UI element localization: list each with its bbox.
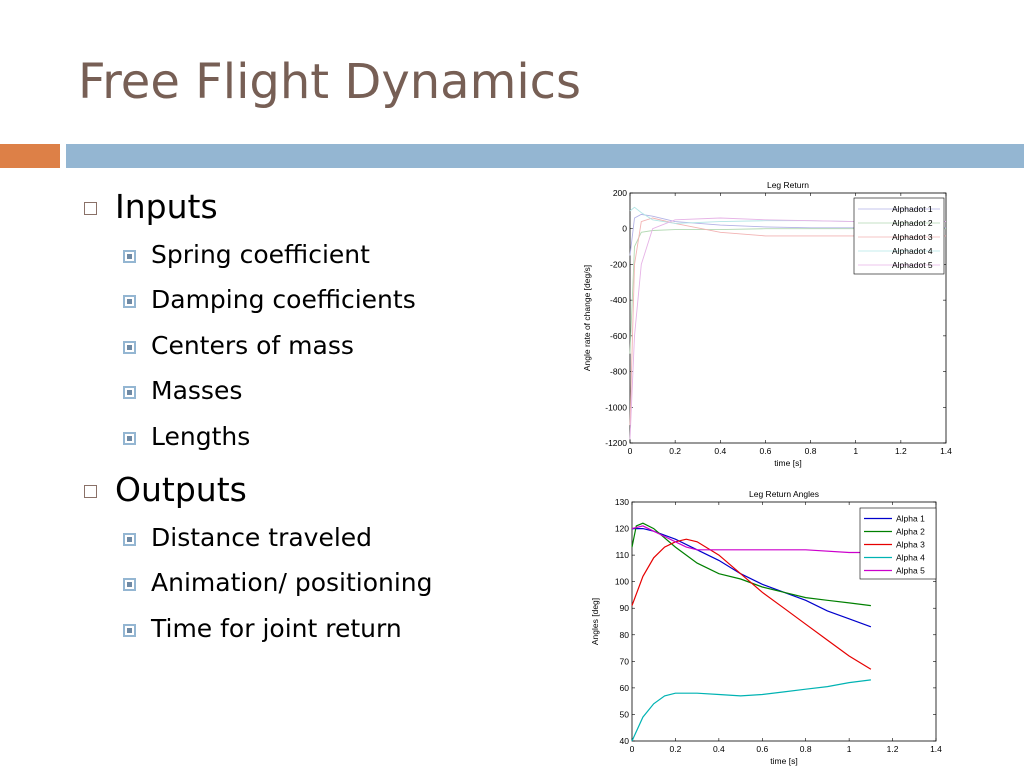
square-bullet-icon xyxy=(84,202,97,215)
y-tick-label: 70 xyxy=(619,656,629,667)
x-tick-label: 0.8 xyxy=(799,744,812,754)
filled-square-bullet-icon xyxy=(123,295,136,308)
x-tick-label: 0.6 xyxy=(756,744,769,754)
y-tick-label: 110 xyxy=(615,550,629,561)
y-axis-label: Angles [deg] xyxy=(590,597,600,646)
y-tick-label: 50 xyxy=(619,709,629,720)
bullet-damping-coefficients: Damping coefficients xyxy=(151,285,416,314)
bullet-outputs: Outputs xyxy=(115,470,247,509)
x-tick-label: 1 xyxy=(853,446,859,456)
x-tick-label: 1.4 xyxy=(940,446,952,456)
y-tick-label: 40 xyxy=(619,736,629,746)
x-tick-label: 0.2 xyxy=(669,446,682,456)
filled-square-bullet-icon xyxy=(123,432,136,445)
y-tick-label: 130 xyxy=(614,497,629,507)
filled-square-bullet-icon xyxy=(123,341,136,354)
bullet-spring-coefficient: Spring coefficient xyxy=(151,240,370,269)
y-tick-label: 100 xyxy=(614,576,629,587)
legend-label: Alphadot 3 xyxy=(892,232,933,242)
x-tick-label: 1.2 xyxy=(894,446,907,456)
accent-bar xyxy=(0,144,60,168)
y-axis-label: Angle rate of change [deg/s] xyxy=(582,264,592,372)
y-tick-label: 80 xyxy=(619,629,629,640)
x-tick-label: 0 xyxy=(629,744,635,754)
leg-return-chart xyxy=(578,170,968,475)
filled-square-bullet-icon xyxy=(123,386,136,399)
filled-square-bullet-icon xyxy=(123,624,136,637)
chart-title: Leg Return xyxy=(766,180,810,190)
x-tick-label: 1.4 xyxy=(930,744,942,754)
filled-square-bullet-icon xyxy=(123,578,136,591)
slide-title: Free Flight Dynamics xyxy=(78,54,582,110)
x-axis-label: time [s] xyxy=(770,756,798,766)
x-tick-label: 1 xyxy=(846,744,852,754)
y-tick-label: -800 xyxy=(609,366,627,377)
legend-label: Alphadot 5 xyxy=(892,260,933,270)
x-tick-label: 0.2 xyxy=(669,744,682,754)
x-tick-label: 0.6 xyxy=(759,446,772,456)
filled-square-bullet-icon xyxy=(123,533,136,546)
y-tick-label: 60 xyxy=(619,682,629,693)
y-tick-label: -600 xyxy=(609,330,627,341)
divider-bar xyxy=(66,144,1024,168)
bullet-animation-positioning: Animation/ positioning xyxy=(151,568,433,597)
y-tick-label: -1200 xyxy=(605,438,627,448)
bullet-centers-of-mass: Centers of mass xyxy=(151,331,354,360)
bullet-masses: Masses xyxy=(151,376,243,405)
x-tick-label: 1.2 xyxy=(886,744,899,754)
legend-label: Alpha 5 xyxy=(896,565,925,576)
x-axis-label: time [s] xyxy=(774,458,802,468)
filled-square-bullet-icon xyxy=(123,250,136,263)
y-tick-label: -200 xyxy=(609,259,627,270)
legend-label: Alpha 4 xyxy=(896,552,925,563)
x-tick-label: 0.8 xyxy=(804,446,817,456)
legend-label: Alpha 1 xyxy=(896,513,925,524)
legend-label: Alphadot 4 xyxy=(892,246,933,256)
bullet-time-for-joint-return: Time for joint return xyxy=(151,614,402,643)
y-tick-label: 120 xyxy=(614,523,629,534)
legend-label: Alphadot 2 xyxy=(892,218,933,228)
bullet-distance-traveled: Distance traveled xyxy=(151,523,373,552)
y-tick-label: 0 xyxy=(622,223,627,234)
leg-return-angles-chart xyxy=(588,480,958,768)
y-tick-label: -400 xyxy=(609,295,627,306)
square-bullet-icon xyxy=(84,485,97,498)
bullet-lengths: Lengths xyxy=(151,422,251,451)
y-tick-label: 90 xyxy=(619,603,629,614)
bullet-inputs: Inputs xyxy=(115,187,218,226)
x-tick-label: 0.4 xyxy=(712,744,725,754)
x-tick-label: 0.4 xyxy=(714,446,727,456)
legend-label: Alphadot 1 xyxy=(892,204,933,214)
y-tick-label: 200 xyxy=(612,188,627,198)
chart-title: Leg Return Angles xyxy=(749,489,819,499)
y-tick-label: -1000 xyxy=(605,402,627,413)
legend-label: Alpha 3 xyxy=(896,539,925,550)
legend-label: Alpha 2 xyxy=(896,526,925,537)
x-tick-label: 0 xyxy=(627,446,633,456)
